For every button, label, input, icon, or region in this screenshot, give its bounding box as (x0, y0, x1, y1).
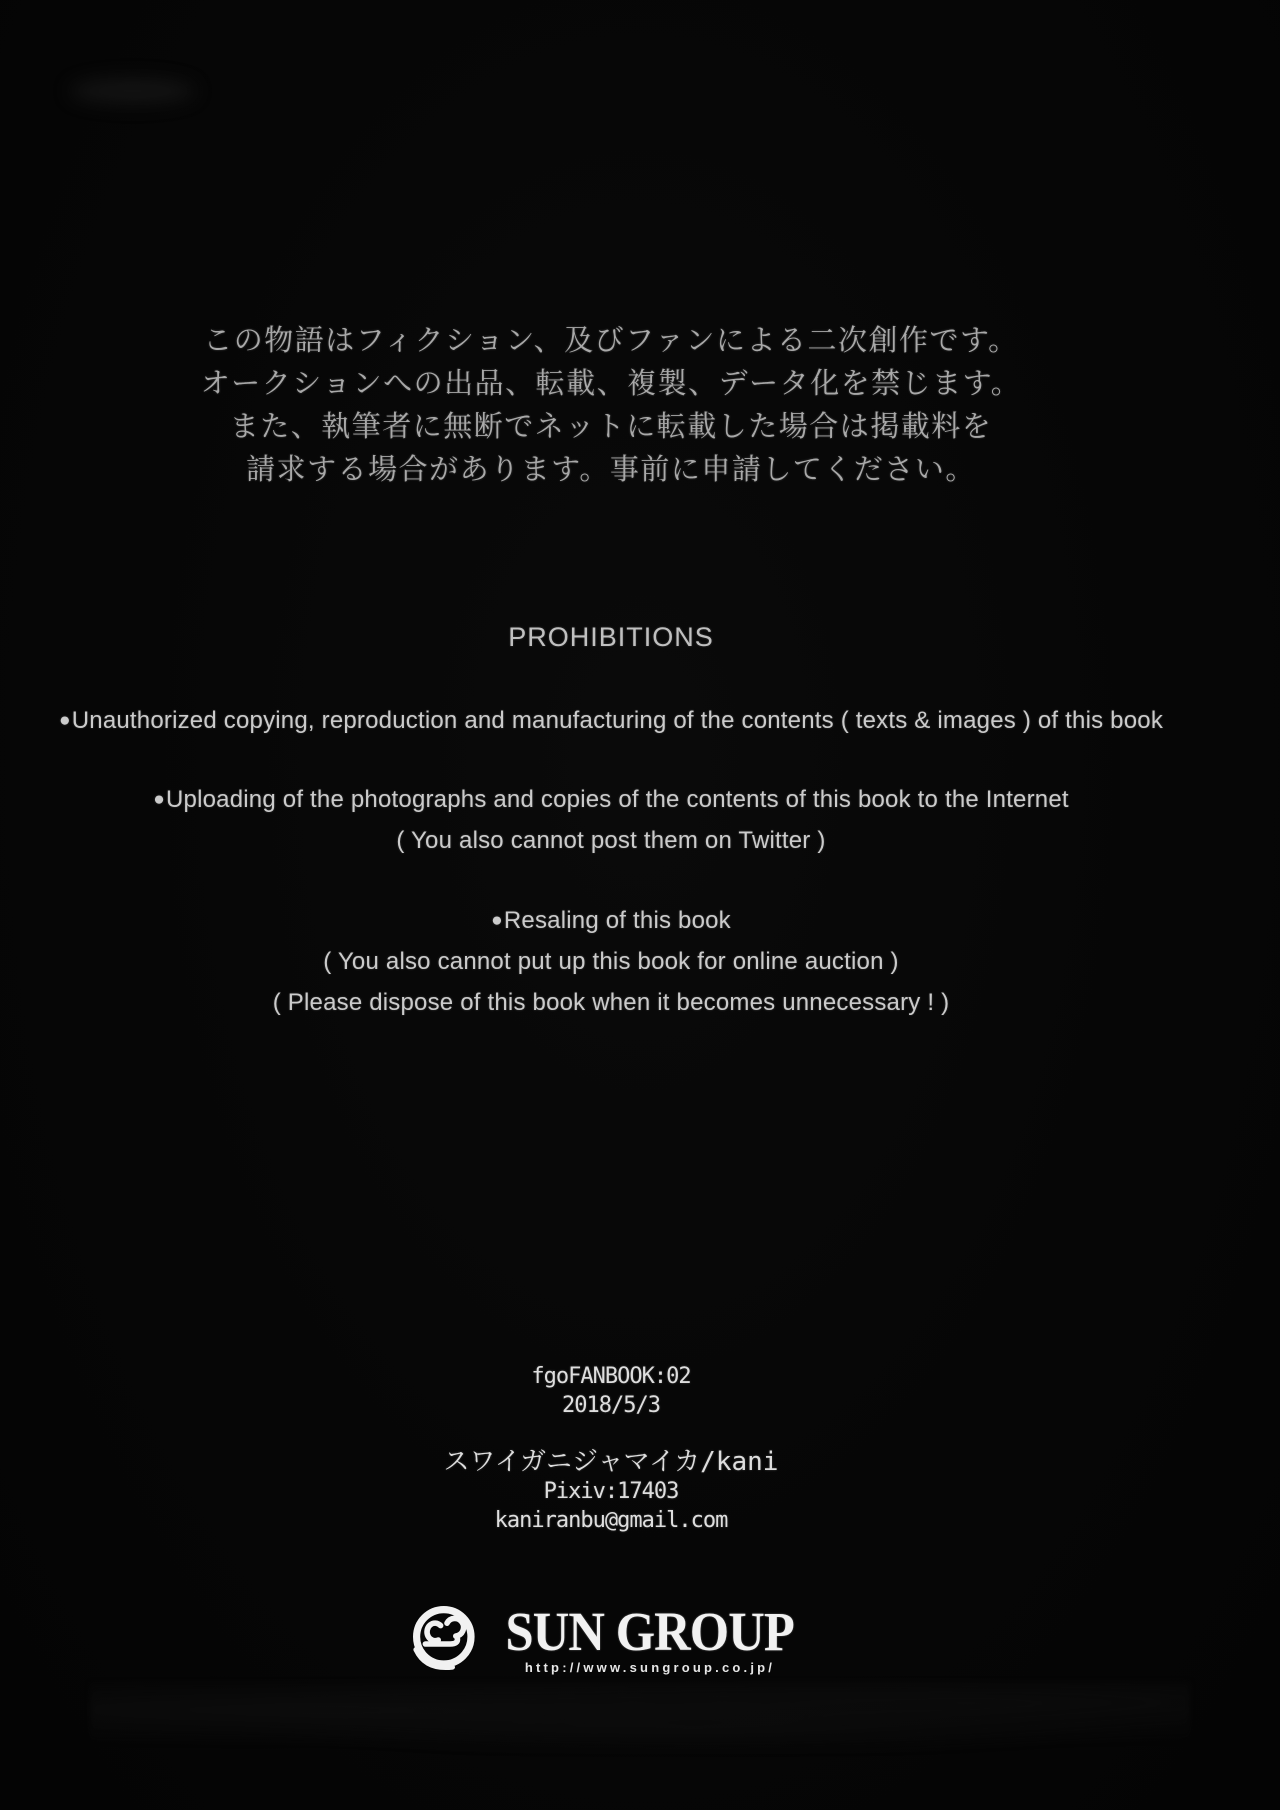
printer-url: http://www.sungroup.co.jp/ (524, 1660, 776, 1675)
book-title: fgoFANBOOK:02 (531, 1364, 691, 1389)
prohibition-line (0, 700, 1222, 741)
circle-name: スワイガニジャマイカ/kani (443, 1447, 779, 1477)
disclaimer-line: オークションへの出品、転載、複製、データ化を禁じます。 (200, 368, 1022, 400)
printer-name-url (493, 1597, 806, 1675)
colophon-book-info (0, 1362, 1222, 1420)
scan-artifact-noise (90, 1682, 1190, 1752)
prohibitions-heading: PROHIBITIONS (508, 622, 714, 652)
bullet-icon: ● (58, 710, 71, 731)
disclaimer-line: 請求する場合があります。事前に申請してください。 (246, 454, 976, 486)
disclaimer-line: また、執筆者に無断でネットに転載した場合は掲載料を (229, 411, 993, 443)
colophon-author-info (0, 1448, 1222, 1535)
prohibition-text: Resaling of this book (503, 907, 731, 934)
bullet-icon: ● (153, 789, 166, 810)
prohibition-item-copying (0, 700, 1222, 741)
prohibition-item-resale (0, 900, 1222, 1023)
prohibition-text: Unauthorized copying, reproduction and manufacturing of the contents ( texts & images ) of this book (71, 707, 1164, 734)
pixiv-id: Pixiv:17403 (543, 1479, 679, 1504)
publish-date: 2018/5/3 (562, 1393, 660, 1418)
bullet-icon: ● (491, 910, 503, 931)
scan-artifact-smudge (70, 78, 195, 104)
contact-email: kaniranbu@gmail.com (494, 1508, 728, 1533)
prohibition-line: ( Please dispose of this book when it becomes unnecessary ! ) (272, 989, 950, 1016)
prohibition-text: Uploading of the photographs and copies of the contents of this book to the Internet (166, 786, 1069, 813)
prohibition-line (0, 900, 1222, 941)
prohibition-item-uploading (0, 779, 1222, 861)
prohibition-line: ( You also cannot put up this book for online auction ) (323, 948, 899, 975)
japanese-disclaimer (0, 320, 1222, 492)
printer-logo-block (0, 1597, 1210, 1680)
sun-group-emblem-icon (403, 1600, 483, 1680)
prohibition-line: ( You also cannot post them on Twitter ) (396, 827, 826, 854)
printer-name: SUN GROUP (505, 1601, 795, 1662)
disclaimer-line: この物語はフィクション、及びファンによる二次創作です。 (203, 325, 1019, 357)
prohibition-line (0, 779, 1222, 820)
